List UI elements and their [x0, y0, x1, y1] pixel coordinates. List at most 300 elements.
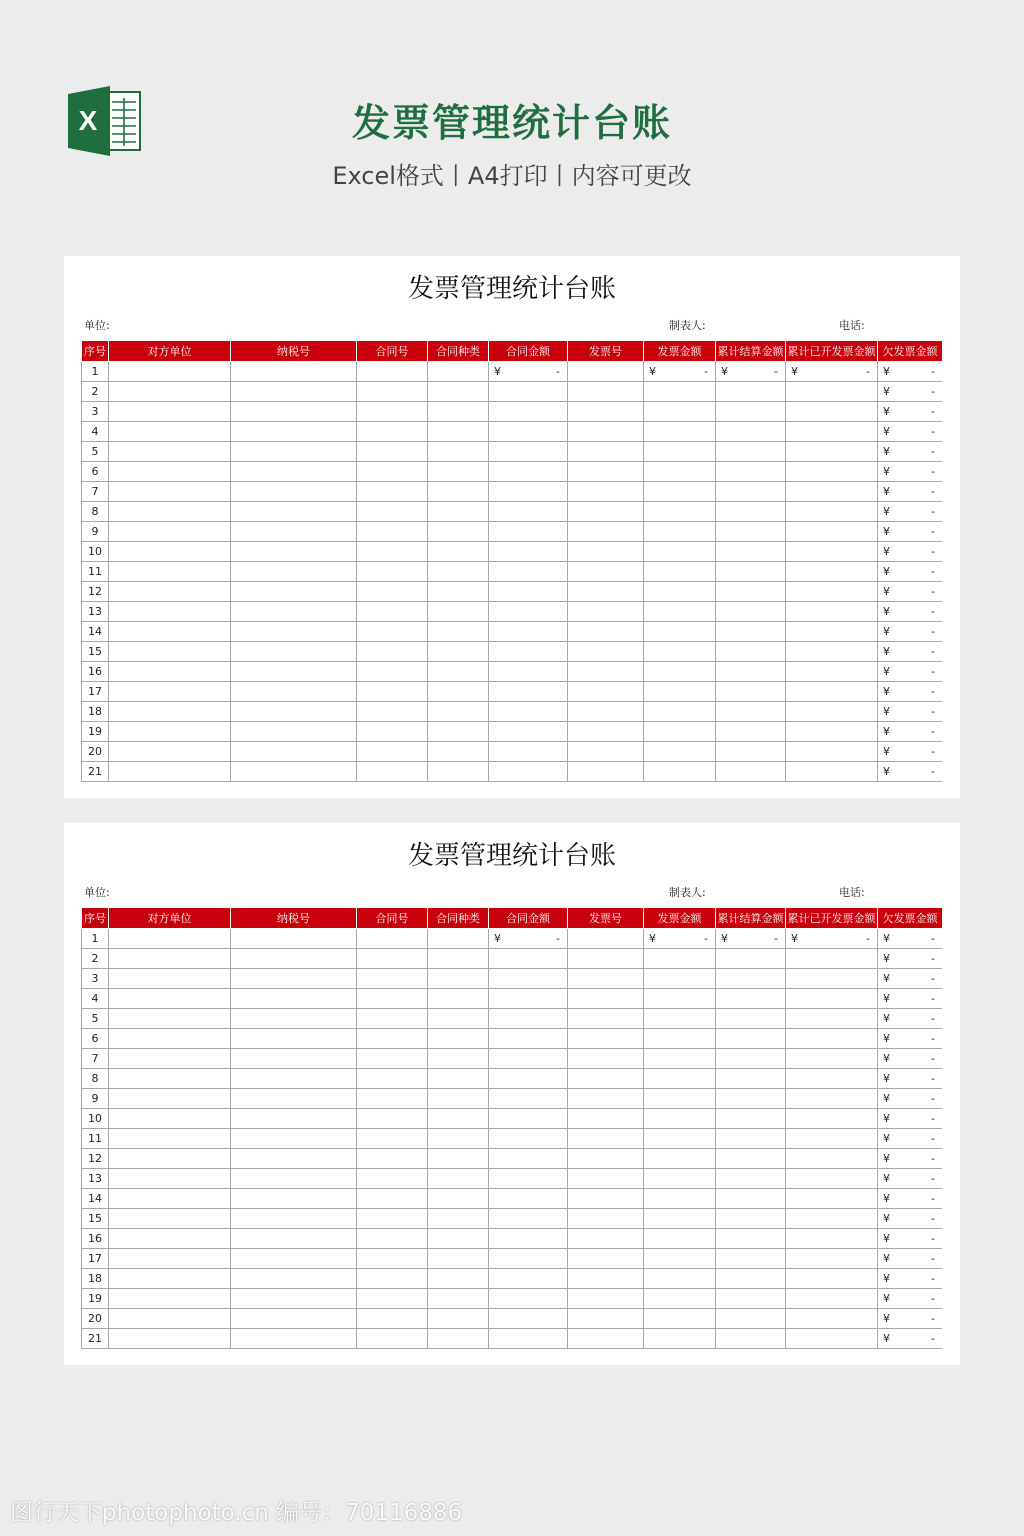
table-cell[interactable] — [428, 1029, 489, 1049]
table-cell[interactable] — [357, 462, 428, 482]
table-cell[interactable] — [644, 722, 716, 742]
table-cell[interactable] — [109, 622, 231, 642]
table-cell[interactable] — [231, 1169, 357, 1189]
table-cell[interactable] — [568, 1209, 644, 1229]
table-cell[interactable] — [878, 502, 943, 522]
table-cell[interactable] — [716, 482, 786, 502]
table-cell[interactable] — [568, 1329, 644, 1349]
table-cell[interactable] — [568, 1189, 644, 1209]
table-cell[interactable] — [489, 949, 568, 969]
table-cell[interactable] — [428, 1249, 489, 1269]
table-cell[interactable] — [878, 1109, 943, 1129]
table-cell[interactable] — [357, 1209, 428, 1229]
table-cell[interactable] — [786, 682, 878, 702]
table-cell[interactable] — [644, 1009, 716, 1029]
table-cell[interactable] — [878, 1169, 943, 1189]
table-cell[interactable] — [231, 542, 357, 562]
table-cell[interactable] — [878, 929, 943, 949]
table-cell[interactable] — [109, 762, 231, 782]
table-cell[interactable] — [878, 662, 943, 682]
table-cell[interactable] — [109, 422, 231, 442]
table-cell[interactable] — [644, 1269, 716, 1289]
table-cell[interactable] — [786, 1269, 878, 1289]
table-cell[interactable] — [878, 382, 943, 402]
table-cell[interactable] — [878, 1149, 943, 1169]
table-cell[interactable] — [428, 662, 489, 682]
table-cell[interactable] — [568, 582, 644, 602]
table-cell[interactable] — [231, 662, 357, 682]
table-cell[interactable] — [716, 1269, 786, 1289]
table-cell[interactable] — [489, 502, 568, 522]
table-cell[interactable] — [644, 1209, 716, 1229]
table-cell[interactable] — [568, 682, 644, 702]
table-cell[interactable] — [716, 642, 786, 662]
table-cell[interactable] — [878, 1309, 943, 1329]
table-cell[interactable] — [357, 502, 428, 522]
table-cell[interactable] — [786, 762, 878, 782]
table-cell[interactable] — [878, 602, 943, 622]
table-cell[interactable] — [489, 1269, 568, 1289]
table-cell[interactable] — [428, 522, 489, 542]
table-cell[interactable] — [489, 1249, 568, 1269]
table-cell[interactable] — [644, 1029, 716, 1049]
table-cell[interactable] — [231, 1029, 357, 1049]
table-cell[interactable] — [109, 542, 231, 562]
table-cell[interactable] — [878, 1249, 943, 1269]
table-cell[interactable] — [489, 422, 568, 442]
table-cell[interactable] — [428, 682, 489, 702]
table-cell[interactable] — [357, 422, 428, 442]
table-cell[interactable] — [357, 702, 428, 722]
table-cell[interactable] — [644, 582, 716, 602]
table-cell[interactable] — [357, 762, 428, 782]
table-cell[interactable] — [357, 682, 428, 702]
table-cell[interactable] — [786, 1149, 878, 1169]
table-cell[interactable] — [357, 1109, 428, 1129]
table-cell[interactable] — [428, 1109, 489, 1129]
table-cell[interactable] — [786, 442, 878, 462]
table-cell[interactable] — [109, 502, 231, 522]
table-cell[interactable] — [568, 1089, 644, 1109]
table-cell[interactable] — [786, 702, 878, 722]
table-cell[interactable] — [786, 362, 878, 382]
table-cell[interactable] — [428, 642, 489, 662]
table-cell[interactable] — [231, 1269, 357, 1289]
table-cell[interactable] — [644, 1249, 716, 1269]
table-cell[interactable] — [231, 462, 357, 482]
table-cell[interactable] — [786, 622, 878, 642]
table-cell[interactable] — [231, 1229, 357, 1249]
table-cell[interactable] — [357, 582, 428, 602]
table-cell[interactable] — [716, 722, 786, 742]
table-cell[interactable] — [786, 582, 878, 602]
table-cell[interactable] — [878, 522, 943, 542]
table-cell[interactable] — [716, 442, 786, 462]
table-cell[interactable] — [489, 482, 568, 502]
table-cell[interactable] — [109, 482, 231, 502]
table-cell[interactable] — [489, 682, 568, 702]
table-cell[interactable] — [109, 1029, 231, 1049]
table-cell[interactable] — [109, 682, 231, 702]
table-cell[interactable] — [428, 422, 489, 442]
table-cell[interactable] — [231, 1049, 357, 1069]
table-cell[interactable] — [231, 969, 357, 989]
table-cell[interactable] — [644, 742, 716, 762]
table-cell[interactable] — [428, 1169, 489, 1189]
table-cell[interactable] — [428, 929, 489, 949]
table-cell[interactable] — [878, 622, 943, 642]
table-cell[interactable] — [428, 1069, 489, 1089]
table-cell[interactable] — [716, 1229, 786, 1249]
table-cell[interactable] — [357, 662, 428, 682]
table-cell[interactable] — [109, 722, 231, 742]
table-cell[interactable] — [357, 402, 428, 422]
table-cell[interactable] — [644, 1129, 716, 1149]
table-cell[interactable] — [878, 1229, 943, 1249]
table-cell[interactable] — [109, 1049, 231, 1069]
table-cell[interactable] — [878, 1189, 943, 1209]
table-cell[interactable] — [109, 522, 231, 542]
table-cell[interactable] — [786, 929, 878, 949]
table-cell[interactable] — [878, 1029, 943, 1049]
table-cell[interactable] — [644, 542, 716, 562]
table-cell[interactable] — [716, 989, 786, 1009]
table-cell[interactable] — [568, 642, 644, 662]
table-cell[interactable] — [568, 562, 644, 582]
table-cell[interactable] — [568, 1229, 644, 1249]
table-cell[interactable] — [231, 1189, 357, 1209]
table-cell[interactable] — [716, 1329, 786, 1349]
table-cell[interactable] — [489, 1029, 568, 1049]
table-cell[interactable] — [716, 762, 786, 782]
table-cell[interactable] — [786, 382, 878, 402]
table-cell[interactable] — [716, 582, 786, 602]
table-cell[interactable] — [878, 462, 943, 482]
table-cell[interactable] — [428, 622, 489, 642]
table-cell[interactable] — [428, 602, 489, 622]
table-cell[interactable] — [716, 542, 786, 562]
table-cell[interactable] — [878, 1009, 943, 1029]
table-cell[interactable] — [489, 742, 568, 762]
table-cell[interactable] — [644, 562, 716, 582]
table-cell[interactable] — [231, 1209, 357, 1229]
table-cell[interactable] — [109, 1009, 231, 1029]
table-cell[interactable] — [568, 602, 644, 622]
table-cell[interactable] — [109, 662, 231, 682]
table-cell[interactable] — [489, 1089, 568, 1109]
table-cell[interactable] — [716, 1009, 786, 1029]
table-cell[interactable] — [231, 602, 357, 622]
table-cell[interactable] — [489, 402, 568, 422]
table-cell[interactable] — [231, 949, 357, 969]
table-cell[interactable] — [489, 1149, 568, 1169]
table-cell[interactable] — [716, 1029, 786, 1049]
table-cell[interactable] — [716, 1289, 786, 1309]
table-cell[interactable] — [428, 1329, 489, 1349]
table-cell[interactable] — [231, 422, 357, 442]
table-cell[interactable] — [878, 542, 943, 562]
table-cell[interactable] — [489, 1189, 568, 1209]
table-cell[interactable] — [109, 362, 231, 382]
table-cell[interactable] — [489, 642, 568, 662]
table-cell[interactable] — [644, 502, 716, 522]
table-cell[interactable] — [109, 1069, 231, 1089]
table-cell[interactable] — [644, 762, 716, 782]
table-cell[interactable] — [231, 1009, 357, 1029]
table-cell[interactable] — [357, 969, 428, 989]
table-cell[interactable] — [878, 722, 943, 742]
table-cell[interactable] — [357, 442, 428, 462]
table-cell[interactable] — [644, 602, 716, 622]
table-cell[interactable] — [786, 482, 878, 502]
table-cell[interactable] — [489, 1209, 568, 1229]
table-cell[interactable] — [428, 1149, 489, 1169]
table-cell[interactable] — [231, 442, 357, 462]
table-cell[interactable] — [786, 1129, 878, 1149]
table-cell[interactable] — [644, 1169, 716, 1189]
table-cell[interactable] — [231, 1109, 357, 1129]
table-cell[interactable] — [428, 482, 489, 502]
table-cell[interactable] — [428, 722, 489, 742]
table-cell[interactable] — [878, 442, 943, 462]
table-cell[interactable] — [231, 702, 357, 722]
table-cell[interactable] — [878, 1329, 943, 1349]
table-cell[interactable] — [644, 482, 716, 502]
table-cell[interactable] — [644, 362, 716, 382]
table-cell[interactable] — [568, 442, 644, 462]
table-cell[interactable] — [786, 562, 878, 582]
table-cell[interactable] — [716, 702, 786, 722]
table-cell[interactable] — [357, 742, 428, 762]
table-cell[interactable] — [716, 1249, 786, 1269]
table-cell[interactable] — [489, 522, 568, 542]
table-cell[interactable] — [644, 642, 716, 662]
table-cell[interactable] — [568, 622, 644, 642]
table-cell[interactable] — [786, 1309, 878, 1329]
table-cell[interactable] — [644, 662, 716, 682]
table-cell[interactable] — [428, 582, 489, 602]
table-cell[interactable] — [568, 1269, 644, 1289]
table-cell[interactable] — [109, 1129, 231, 1149]
table-cell[interactable] — [109, 1309, 231, 1329]
table-cell[interactable] — [109, 562, 231, 582]
table-cell[interactable] — [716, 382, 786, 402]
table-cell[interactable] — [357, 949, 428, 969]
table-cell[interactable] — [489, 542, 568, 562]
table-cell[interactable] — [568, 762, 644, 782]
table-cell[interactable] — [878, 682, 943, 702]
table-cell[interactable] — [568, 662, 644, 682]
table-cell[interactable] — [231, 742, 357, 762]
table-cell[interactable] — [357, 722, 428, 742]
table-cell[interactable] — [231, 1329, 357, 1349]
table-cell[interactable] — [568, 929, 644, 949]
table-cell[interactable] — [786, 722, 878, 742]
table-cell[interactable] — [231, 1089, 357, 1109]
table-cell[interactable] — [357, 1129, 428, 1149]
table-cell[interactable] — [878, 482, 943, 502]
table-cell[interactable] — [231, 1149, 357, 1169]
table-cell[interactable] — [716, 1189, 786, 1209]
table-cell[interactable] — [231, 382, 357, 402]
table-cell[interactable] — [231, 682, 357, 702]
table-cell[interactable] — [109, 1109, 231, 1129]
table-cell[interactable] — [786, 1049, 878, 1069]
table-cell[interactable] — [568, 542, 644, 562]
table-cell[interactable] — [716, 969, 786, 989]
table-cell[interactable] — [786, 1169, 878, 1189]
table-cell[interactable] — [644, 1329, 716, 1349]
table-cell[interactable] — [716, 1149, 786, 1169]
table-cell[interactable] — [716, 662, 786, 682]
table-cell[interactable] — [786, 989, 878, 1009]
table-cell[interactable] — [568, 402, 644, 422]
table-cell[interactable] — [878, 969, 943, 989]
table-cell[interactable] — [878, 1289, 943, 1309]
table-cell[interactable] — [231, 1069, 357, 1089]
table-cell[interactable] — [109, 1189, 231, 1209]
table-cell[interactable] — [644, 989, 716, 1009]
table-cell[interactable] — [644, 949, 716, 969]
table-cell[interactable] — [644, 1109, 716, 1129]
table-cell[interactable] — [357, 989, 428, 1009]
table-cell[interactable] — [109, 1209, 231, 1229]
table-cell[interactable] — [428, 949, 489, 969]
table-cell[interactable] — [357, 622, 428, 642]
table-cell[interactable] — [489, 1169, 568, 1189]
table-cell[interactable] — [357, 562, 428, 582]
table-cell[interactable] — [716, 502, 786, 522]
table-cell[interactable] — [231, 1129, 357, 1149]
table-cell[interactable] — [357, 522, 428, 542]
table-cell[interactable] — [716, 622, 786, 642]
table-cell[interactable] — [568, 989, 644, 1009]
table-cell[interactable] — [716, 522, 786, 542]
table-cell[interactable] — [878, 1089, 943, 1109]
table-cell[interactable] — [489, 662, 568, 682]
table-cell[interactable] — [357, 1309, 428, 1329]
table-cell[interactable] — [489, 362, 568, 382]
table-cell[interactable] — [786, 402, 878, 422]
table-cell[interactable] — [878, 1069, 943, 1089]
table-cell[interactable] — [109, 1229, 231, 1249]
table-cell[interactable] — [231, 1289, 357, 1309]
table-cell[interactable] — [489, 969, 568, 989]
table-cell[interactable] — [428, 1129, 489, 1149]
table-cell[interactable] — [231, 502, 357, 522]
table-cell[interactable] — [716, 682, 786, 702]
table-cell[interactable] — [786, 969, 878, 989]
table-cell[interactable] — [489, 442, 568, 462]
table-cell[interactable] — [786, 1329, 878, 1349]
table-cell[interactable] — [428, 442, 489, 462]
table-cell[interactable] — [644, 1289, 716, 1309]
table-cell[interactable] — [786, 1089, 878, 1109]
table-cell[interactable] — [878, 422, 943, 442]
table-cell[interactable] — [786, 462, 878, 482]
table-cell[interactable] — [489, 622, 568, 642]
table-cell[interactable] — [878, 642, 943, 662]
table-cell[interactable] — [568, 1069, 644, 1089]
table-cell[interactable] — [428, 989, 489, 1009]
table-cell[interactable] — [716, 1169, 786, 1189]
table-cell[interactable] — [489, 562, 568, 582]
table-cell[interactable] — [644, 682, 716, 702]
table-cell[interactable] — [231, 1309, 357, 1329]
table-cell[interactable] — [716, 1209, 786, 1229]
table-cell[interactable] — [568, 362, 644, 382]
table-cell[interactable] — [644, 702, 716, 722]
table-cell[interactable] — [489, 602, 568, 622]
table-cell[interactable] — [878, 762, 943, 782]
table-cell[interactable] — [428, 969, 489, 989]
table-cell[interactable] — [231, 1249, 357, 1269]
table-cell[interactable] — [231, 642, 357, 662]
table-cell[interactable] — [568, 382, 644, 402]
table-cell[interactable] — [644, 1149, 716, 1169]
table-cell[interactable] — [786, 642, 878, 662]
table-cell[interactable] — [109, 989, 231, 1009]
table-cell[interactable] — [489, 702, 568, 722]
table-cell[interactable] — [786, 1009, 878, 1029]
table-cell[interactable] — [489, 582, 568, 602]
table-cell[interactable] — [109, 462, 231, 482]
table-cell[interactable] — [716, 362, 786, 382]
table-cell[interactable] — [716, 1089, 786, 1109]
table-cell[interactable] — [878, 582, 943, 602]
table-cell[interactable] — [644, 929, 716, 949]
table-cell[interactable] — [644, 1309, 716, 1329]
table-cell[interactable] — [357, 482, 428, 502]
table-cell[interactable] — [109, 1149, 231, 1169]
table-cell[interactable] — [568, 1149, 644, 1169]
table-cell[interactable] — [109, 969, 231, 989]
table-cell[interactable] — [231, 562, 357, 582]
table-cell[interactable] — [568, 1309, 644, 1329]
table-cell[interactable] — [878, 989, 943, 1009]
table-cell[interactable] — [568, 1249, 644, 1269]
table-cell[interactable] — [428, 1089, 489, 1109]
table-cell[interactable] — [428, 762, 489, 782]
table-cell[interactable] — [786, 1209, 878, 1229]
table-cell[interactable] — [231, 402, 357, 422]
table-cell[interactable] — [568, 1029, 644, 1049]
table-cell[interactable] — [716, 402, 786, 422]
table-cell[interactable] — [231, 522, 357, 542]
table-cell[interactable] — [357, 1169, 428, 1189]
table-cell[interactable] — [489, 762, 568, 782]
table-cell[interactable] — [878, 1049, 943, 1069]
table-cell[interactable] — [357, 1009, 428, 1029]
table-cell[interactable] — [716, 929, 786, 949]
table-cell[interactable] — [878, 742, 943, 762]
table-cell[interactable] — [109, 1289, 231, 1309]
table-cell[interactable] — [786, 422, 878, 442]
table-cell[interactable] — [357, 1069, 428, 1089]
table-cell[interactable] — [357, 1089, 428, 1109]
table-cell[interactable] — [786, 602, 878, 622]
table-cell[interactable] — [428, 402, 489, 422]
table-cell[interactable] — [568, 1289, 644, 1309]
table-cell[interactable] — [716, 602, 786, 622]
table-cell[interactable] — [109, 582, 231, 602]
table-cell[interactable] — [878, 1269, 943, 1289]
table-cell[interactable] — [716, 422, 786, 442]
table-cell[interactable] — [109, 402, 231, 422]
table-cell[interactable] — [489, 1329, 568, 1349]
table-cell[interactable] — [109, 442, 231, 462]
table-cell[interactable] — [428, 502, 489, 522]
